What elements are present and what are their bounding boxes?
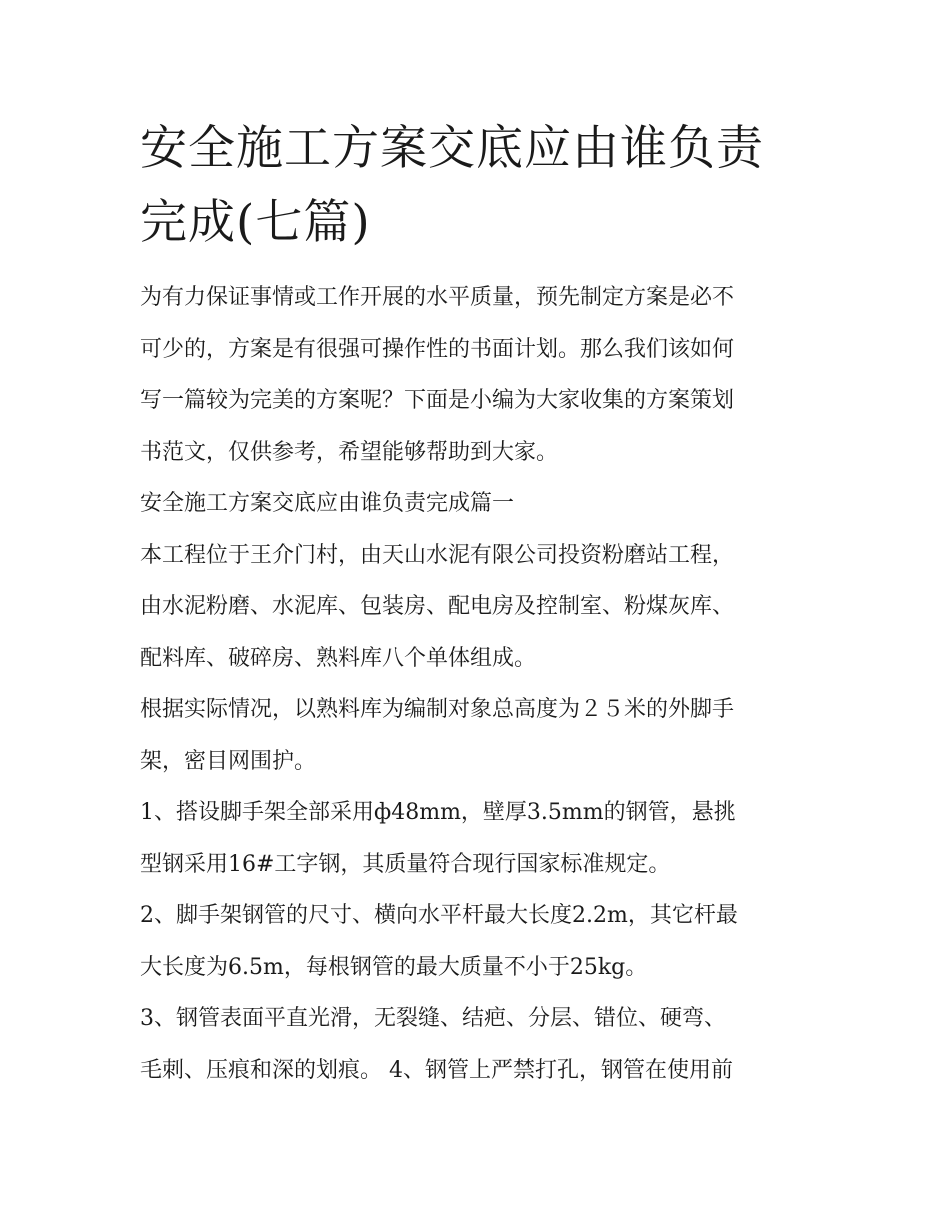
- body-line: 根据实际情况，以熟料库为编制对象总高度为２５米的外脚手: [140, 697, 735, 722]
- intro-line: 可少的，方案是有很强可操作性的书面计划。那么我们该如何: [140, 336, 735, 362]
- document-body: [140, 272, 820, 1096]
- title-line: 完成(七篇): [140, 195, 371, 250]
- body-line: 架，密目网围护。: [140, 748, 317, 774]
- intro-line: 写一篇较为完美的方案呢？下面是小编为大家收集的方案策划: [140, 388, 735, 413]
- title-line: 安全施工方案交底应由谁负责: [140, 121, 764, 176]
- body-line: 由水泥粉磨、水泥库、包装房、配电房及控制室、粉煤灰库、: [140, 594, 735, 619]
- list-item-line: 型钢采用16#工字钢，其质量符合现行国家标准规定。: [140, 851, 671, 877]
- body-line: 配料库、破碎房、熟料库八个单体组成。: [140, 645, 537, 671]
- document-page: [140, 112, 820, 1096]
- list-item-line: 1、搭设脚手架全部采用ф48mm，壁厚3.5mm的钢管，悬挑: [140, 800, 736, 825]
- section-heading: 安全施工方案交底应由谁负责完成篇一: [140, 491, 515, 516]
- intro-line: 书范文，仅供参考，希望能够帮助到大家。: [140, 439, 559, 465]
- list-item-line: 大长度为6.5m，每根钢管的最大质量不小于25kg。: [140, 954, 648, 980]
- body-line: 本工程位于王介门村，由天山水泥有限公司投资粉磨站工程，: [140, 542, 735, 568]
- list-item-line: 毛刺、压痕和深的划痕。 4、钢管上严禁打孔，钢管在使用前: [140, 1057, 733, 1083]
- list-item-line: 3、钢管表面平直光滑，无裂缝、结疤、分层、错位、硬弯、: [140, 1006, 726, 1031]
- document-title: [140, 112, 820, 260]
- list-item-line: 2、脚手架钢管的尺寸、横向水平杆最大长度2.2m，其它杆最: [140, 903, 738, 928]
- intro-line: 为有力保证事情或工作开展的水平质量，预先制定方案是必不: [140, 285, 735, 310]
